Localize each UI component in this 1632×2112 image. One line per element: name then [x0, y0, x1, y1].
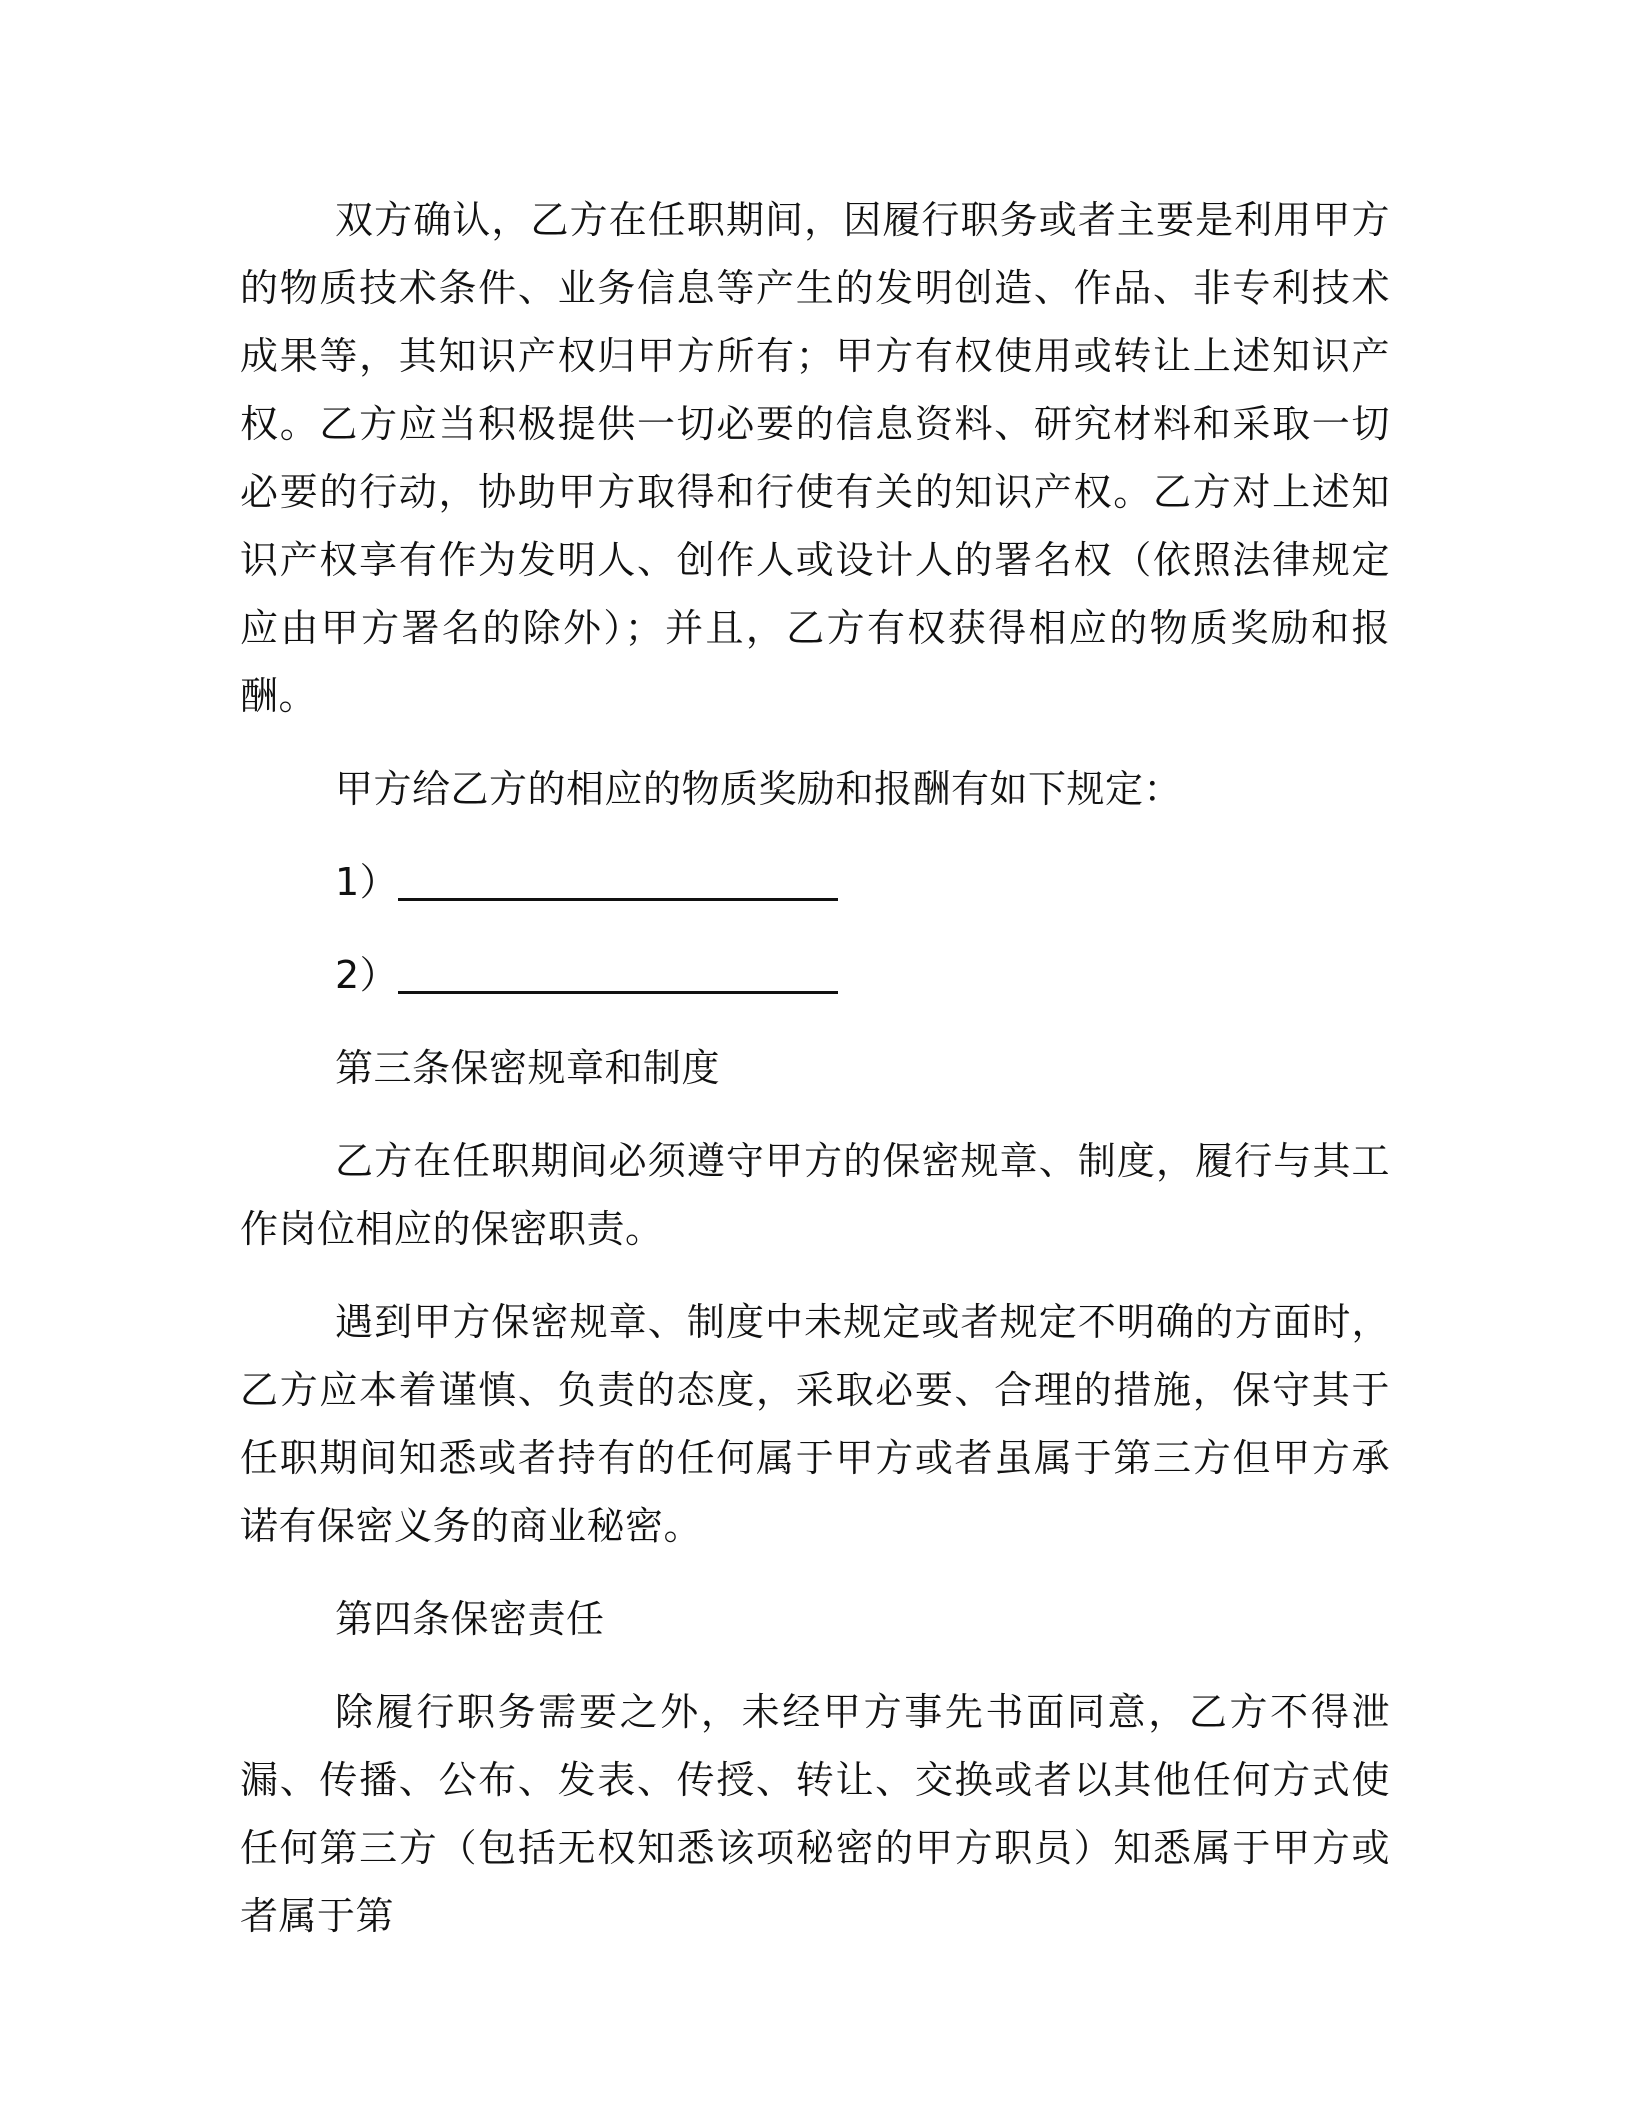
reward-item-2-number: 2） — [335, 953, 399, 997]
reward-item-1-number: 1） — [335, 860, 399, 904]
reward-item-1 — [240, 848, 1390, 916]
paragraph-ip-ownership: 双方确认，乙方在任职期间，因履行职务或者主要是利用甲方的物质技术条件、业务信息等产生的发明创造、作品、非专利技术成果等，其知识产权归甲方所有；甲方有权使用或转让上述知识产权。乙方应当积极提供一切必要的信息资料、研究材料和采取一切必要的行动，协助甲方取得和行使有关的知识产权。乙方对上述知识产权享有作为发明人、创作人或设计人的署名权（依照法律规定应由甲方署名的除外）；并且，乙方有权获得相应的物质奖励和报酬。 — [240, 198, 1390, 718]
document-body — [240, 186, 1390, 1950]
paragraph-reward-rules: 甲方给乙方的相应的物质奖励和报酬有如下规定： — [335, 767, 1183, 811]
section-heading-article-4: 第四条保密责任 — [335, 1597, 605, 1641]
paragraph-confidentiality-rules: 乙方在任职期间必须遵守甲方的保密规章、制度，履行与其工作岗位相应的保密职责。 — [240, 1139, 1390, 1251]
reward-item-2-blank — [398, 951, 838, 994]
reward-item-2 — [240, 941, 1390, 1009]
paragraph-confidentiality-duty: 除履行职务需要之外，未经甲方事先书面同意，乙方不得泄漏、传播、公布、发表、传授、转让、交换或者以其他任何方式使任何第三方（包括无权知悉该项秘密的甲方职员）知悉属于甲方或者属于第 — [240, 1690, 1390, 1938]
section-heading-article-3: 第三条保密规章和制度 — [335, 1046, 721, 1090]
reward-item-1-blank — [398, 858, 838, 901]
paragraph-unclear-rules: 遇到甲方保密规章、制度中未规定或者规定不明确的方面时，乙方应本着谨慎、负责的态度，采取必要、合理的措施，保守其于任职期间知悉或者持有的任何属于甲方或者虽属于第三方但甲方承诺有保密义务的商业秘密。 — [240, 1300, 1390, 1548]
